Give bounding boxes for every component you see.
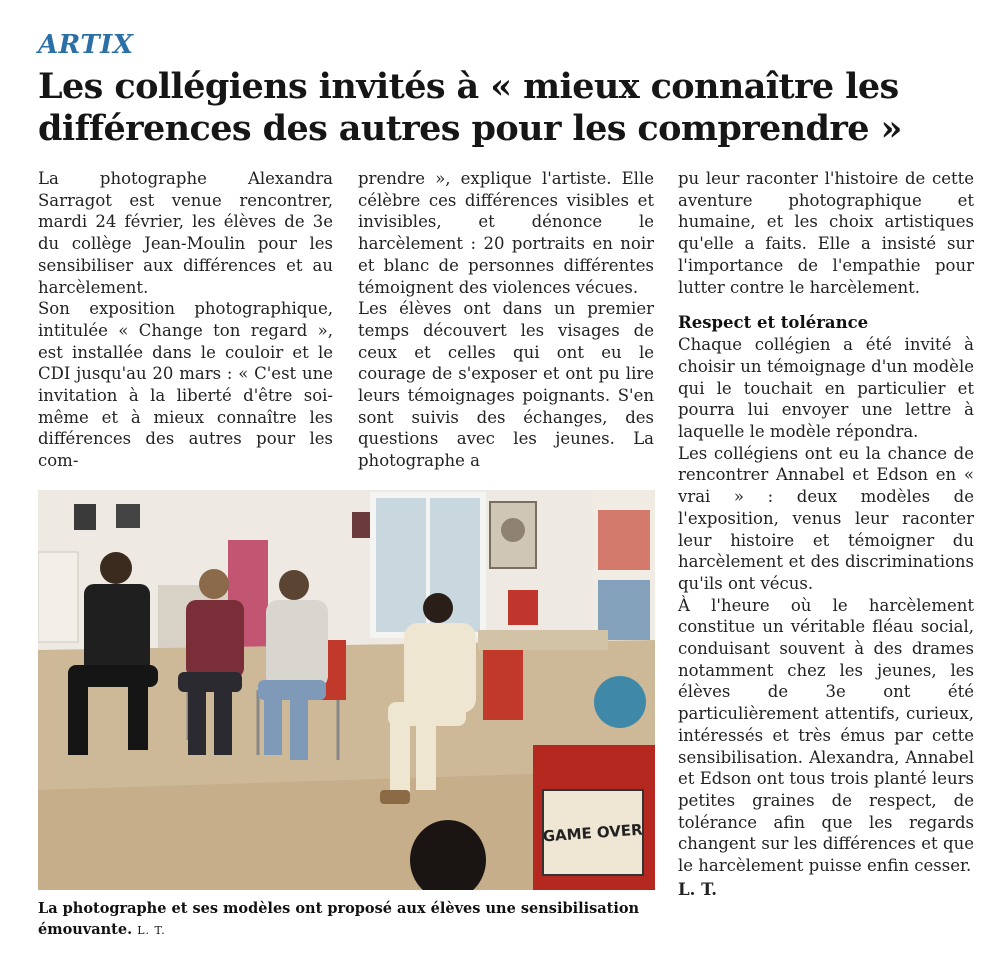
article-headline: Les collégiens invités à « mieux connaître les différences des autres pour les comprendre » bbox=[38, 66, 902, 149]
paragraph: pu leur raconter l'histoire de cette aventure photographique et humaine, et les choix artistiques qu'elle a faits. Elle a insisté sur l'importance de l'empathie pour lutter contre le harcèlement. bbox=[678, 169, 974, 297]
author-signature: L. T. bbox=[678, 879, 717, 899]
paragraph: prendre », explique l'artiste. Elle célèbre ces différences visibles et invisibles, et dénonce le harcèlement : 20 portraits en noir et blanc de personnes différentes témoignent des violences vécues. bbox=[358, 169, 654, 297]
article-photo bbox=[38, 490, 655, 890]
column-2 bbox=[358, 168, 654, 472]
paragraph: Son exposition photographique, intitulée « Change ton regard », est installée dans le couloir et le CDI jusqu'au 20 mars : « C'est une invitation à la liberté d'être soi-même et à mieux connaître les différences des autres pour les com- bbox=[38, 299, 333, 471]
column-3 bbox=[678, 168, 974, 901]
paragraph: Les élèves ont dans un premier temps découvert les visages de ceux et celles qui ont eu le courage de s'exposer et ont pu lire leurs témoignages poignants. S'en sont suivis des échanges, des questions avec les jeunes. La photographe a bbox=[358, 299, 654, 471]
photo-sign-text: GAME OVER bbox=[542, 820, 644, 846]
photo-caption bbox=[38, 898, 655, 941]
caption-credit: L. T. bbox=[137, 924, 166, 937]
column-1 bbox=[38, 168, 333, 472]
article-kicker: ARTIX bbox=[38, 30, 134, 60]
paragraph: Chaque collégien a été invité à choisir un témoignage d'un modèle qui le touchait en particulier et pourra lui envoyer une lettre à laquelle le modèle répondra. bbox=[678, 335, 974, 442]
paragraph: La photographe Alexandra Sarragot est venue rencontrer, mardi 24 février, les élèves de 3e du collège Jean-Moulin pour les sensibiliser aux différences et au harcèlement. bbox=[38, 169, 333, 297]
caption-text: La photographe et ses modèles ont proposé aux élèves une sensibilisation émouvante. bbox=[38, 900, 640, 938]
paragraph: À l'heure où le harcèlement constitue un véritable fléau social, conduisant souvent à des drames notamment chez les jeunes, les élèves de 3e ont été particulièrement attentifs, curieux, intéressés et très émus par cette sensibilisation. Alexandra, Annabel et Edson ont tous trois planté leurs petites graines de respect, de tolérance afin que les regards changent sur les différences et que le harcèlement puisse enfin cesser. bbox=[678, 595, 974, 876]
paragraph: Les collégiens ont eu la chance de rencontrer Annabel et Edson en « vrai » : deux modèles de l'exposition, venus leur raconter leur histoire et témoigner du harcèlement et des discriminations qu'ils ont vécus. bbox=[678, 443, 974, 593]
section-subhead: Respect et tolérance bbox=[678, 313, 869, 333]
